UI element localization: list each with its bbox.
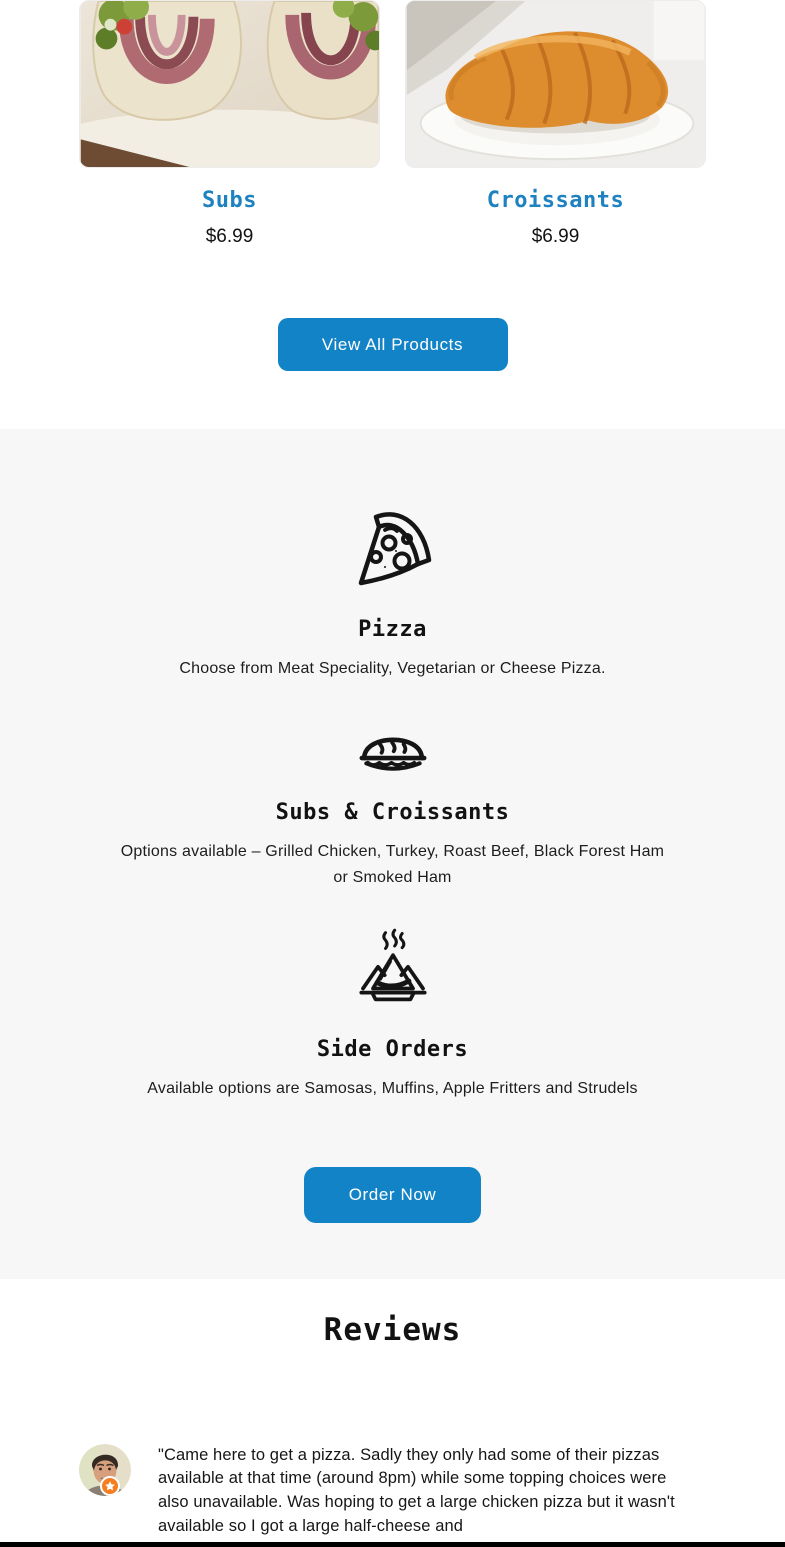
pizza-slice-icon bbox=[349, 505, 437, 593]
sub-sandwich-photo-illustration bbox=[80, 1, 379, 167]
menu-item-pizza bbox=[60, 505, 725, 682]
product-price-croissants: $6.99 bbox=[531, 226, 580, 247]
menu-desc-subs-croissants: Options available – Grilled Chicken, Turkey, Roast Beef, Black Forest Ham or Smoked Ham bbox=[120, 842, 665, 886]
product-grid bbox=[79, 0, 706, 248]
bottom-bar bbox=[0, 1542, 785, 1547]
review-text: "Came here to get a pizza. Sadly they only had some of their pizzas available at that time (around 8pm) while some topping choices were also unavailable. Was hoping to get a large chicken pizza but it wasn't available so I got a large half-cheese and bbox=[158, 1445, 675, 1535]
reviews-section bbox=[0, 1279, 785, 1539]
menu-overview-section bbox=[0, 429, 785, 1279]
croissants-product-photo[interactable] bbox=[405, 0, 706, 168]
menu-title-pizza: Pizza bbox=[358, 617, 427, 642]
subs-product-photo[interactable] bbox=[79, 0, 380, 168]
order-now-button[interactable]: Order Now bbox=[304, 1167, 481, 1223]
menu-item-side-orders bbox=[60, 919, 725, 1102]
product-price-subs: $6.99 bbox=[205, 226, 254, 247]
product-title-subs[interactable]: Subs bbox=[202, 188, 257, 213]
reviews-heading: Reviews bbox=[323, 1311, 462, 1348]
croissant-photo-illustration bbox=[406, 1, 705, 167]
reviewer-avatar[interactable] bbox=[79, 1444, 131, 1496]
menu-title-side-orders: Side Orders bbox=[316, 1036, 469, 1062]
product-title-croissants[interactable]: Croissants bbox=[486, 188, 625, 213]
samosa-plate-icon bbox=[353, 919, 433, 1013]
menu-item-subs-croissants bbox=[60, 734, 725, 891]
menu-desc-side-orders: Available options are Samosas, Muffins, Apple Fritters and Strudels bbox=[147, 1079, 638, 1097]
product-card-subs bbox=[79, 0, 380, 248]
local-guide-badge-icon bbox=[101, 1477, 119, 1495]
sub-sandwich-icon bbox=[358, 734, 428, 776]
reviewer-photo bbox=[79, 1444, 131, 1496]
menu-title-subs-croissants: Subs & Croissants bbox=[275, 799, 510, 825]
review-item bbox=[79, 1444, 706, 1539]
menu-desc-pizza: Choose from Meat Speciality, Vegetarian or Cheese Pizza. bbox=[179, 660, 606, 677]
product-card-croissants bbox=[405, 0, 706, 248]
featured-products-section bbox=[0, 0, 785, 371]
view-all-products-button[interactable]: View All Products bbox=[278, 318, 508, 371]
